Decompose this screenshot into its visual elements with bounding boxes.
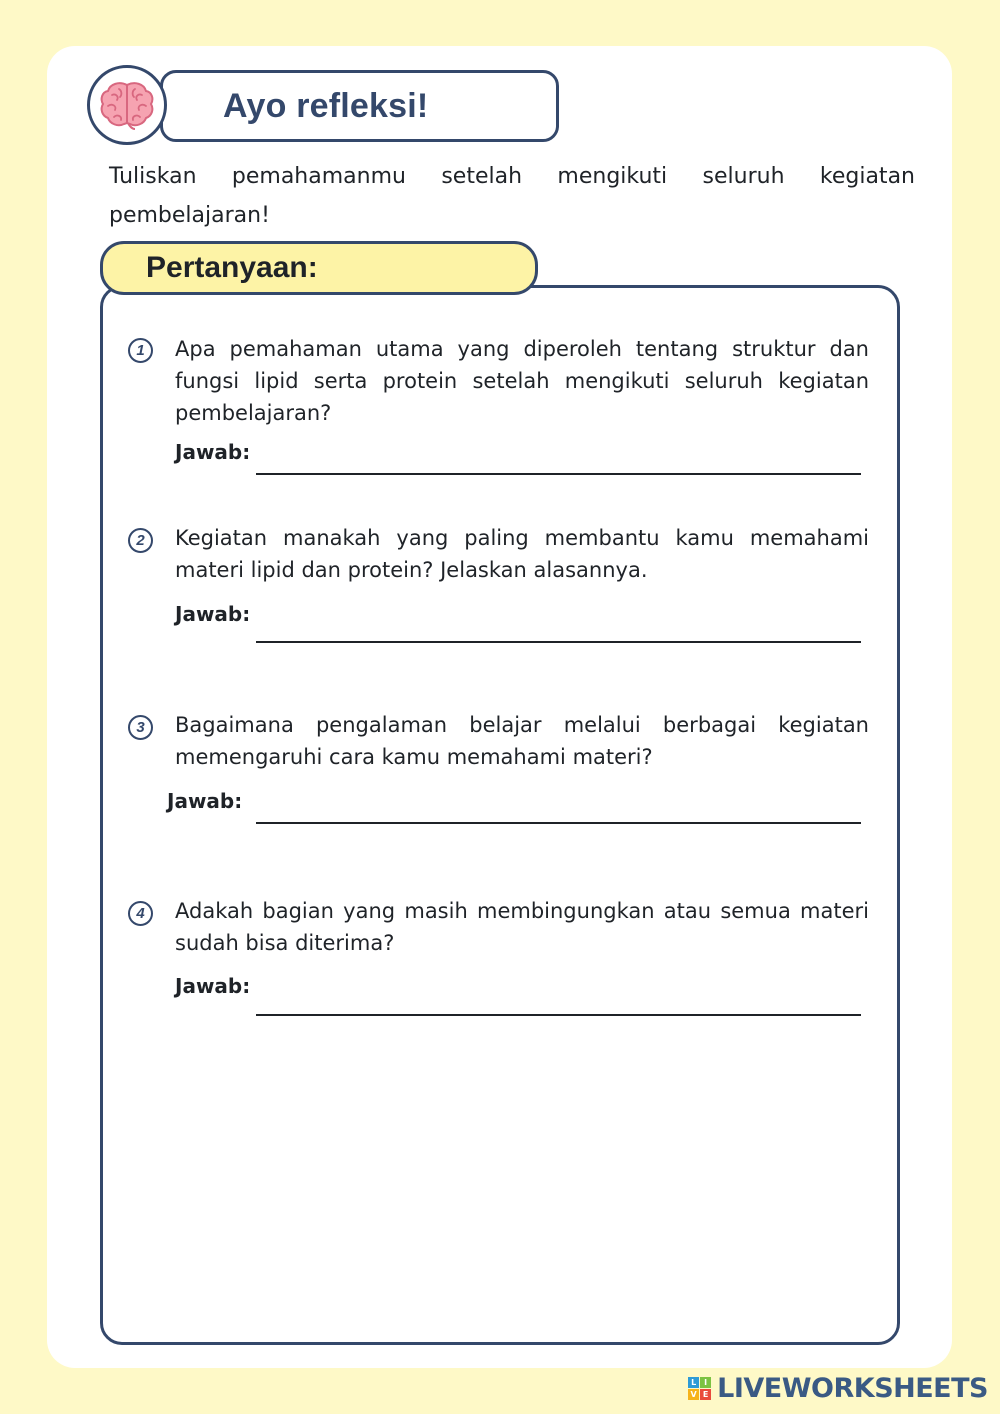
question-text-1: Apa pemahaman utama yang diperoleh tentang struktur dan fungsi lipid serta protein setelah mengikuti seluruh kegiatan pembelajaran? — [175, 337, 869, 425]
answer-line-3 — [256, 822, 861, 824]
answer-label-3: Jawab: — [167, 789, 243, 813]
logo-letter-v: V — [688, 1389, 699, 1400]
question-number-2: 2 — [128, 528, 153, 553]
answer-line-4 — [256, 1014, 861, 1016]
question-text-3: Bagaimana pengalaman belajar melalui berbagai kegiatan memengaruhi cara kamu memahami materi? — [175, 713, 869, 769]
question-number-1: 1 — [128, 338, 153, 363]
questions-tab-label: Pertanyaan: — [146, 251, 318, 284]
answer-input-2[interactable] — [256, 611, 861, 639]
liveworksheets-branding[interactable] — [688, 1373, 988, 1404]
answer-input-1[interactable] — [256, 443, 861, 471]
brain-icon — [87, 65, 167, 145]
question-text-2: Kegiatan manakah yang paling membantu kamu memahami materi lipid dan protein? Jelaskan alasannya. — [175, 526, 869, 582]
answer-label-4: Jawab: — [175, 974, 251, 998]
answer-line-1 — [256, 473, 861, 475]
question-number-4: 4 — [128, 901, 153, 926]
question-text-4: Adakah bagian yang masih membingungkan atau semua materi sudah bisa diterima? — [175, 899, 869, 955]
answer-label-2: Jawab: — [175, 602, 251, 626]
brand-name: LIVEWORKSHEETS — [717, 1373, 988, 1404]
question-number-3: 3 — [128, 715, 153, 740]
liveworksheets-logo-icon — [688, 1377, 711, 1400]
title-banner — [160, 70, 559, 142]
logo-letter-e: E — [700, 1389, 711, 1400]
questions-tab — [100, 241, 538, 295]
answer-input-4[interactable] — [256, 984, 861, 1012]
answer-label-1: Jawab: — [175, 440, 251, 464]
logo-letter-l: L — [688, 1377, 699, 1388]
answer-line-2 — [256, 641, 861, 643]
logo-letter-i: I — [700, 1377, 711, 1388]
page-title: Ayo refleksi! — [223, 87, 429, 125]
answer-input-3[interactable] — [256, 792, 861, 820]
instruction-text: Tuliskan pemahamanmu setelah mengikuti seluruh kegiatan pembelajaran! — [109, 164, 915, 228]
